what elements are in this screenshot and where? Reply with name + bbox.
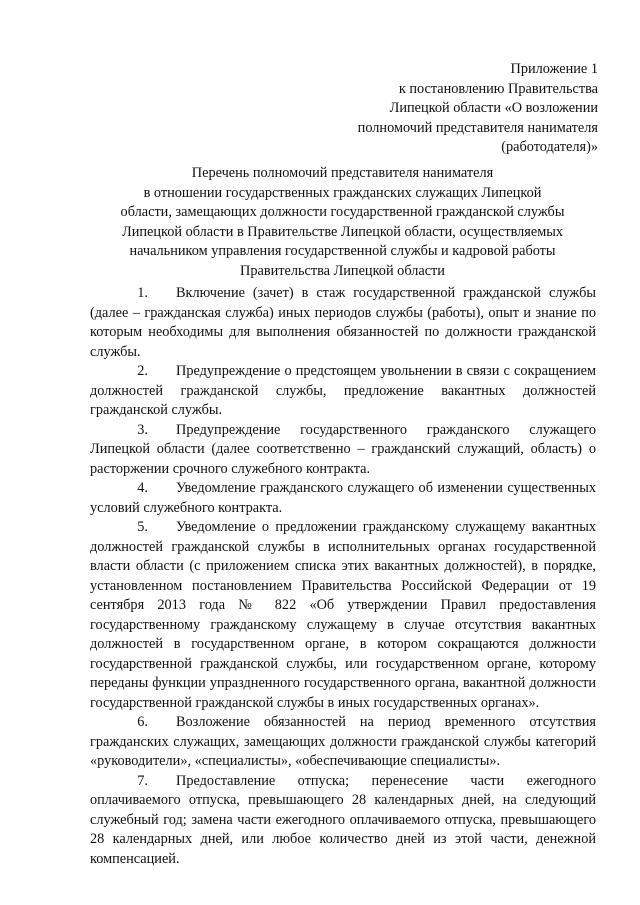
item-text: Предупреждение о предстоящем увольнении в связи с сокращением должностей гражданской службы, предложение вакантных должностей гражданской службы. — [90, 363, 596, 418]
document-title — [90, 164, 595, 281]
item-number: 3. — [137, 421, 148, 438]
item-text: Включение (зачет) в стаж государственной гражданской службы (далее – гражданская служба) иных периодов службы (работы), опыт и знание по которым необходимы для выполнения обязанностей по должности гражданской службы. — [90, 285, 596, 360]
item-number: 1. — [137, 285, 148, 301]
list-item — [90, 421, 596, 480]
list-item — [90, 479, 596, 518]
title-line: в отношении государственных гражданских служащих Липецкой — [143, 184, 542, 201]
list-item — [90, 772, 596, 870]
appendix-line: Приложение 1 — [510, 61, 598, 77]
powers-list — [90, 284, 596, 869]
list-item — [90, 284, 596, 362]
appendix-line: полномочий представителя нанимателя — [357, 119, 598, 136]
item-number: 7. — [137, 772, 148, 789]
item-text: Предоставление отпуска; перенесение части ежегодного оплачиваемого отпуска, превышающего 28 календарных дней, на следующий служебный год; замена части ежегодного оплачиваемого отпуска, превышающего 28 календарных дней, или любое количество дней из этой части, денежной компенсацией. — [90, 772, 596, 867]
list-item — [90, 713, 596, 772]
item-number: 5. — [137, 519, 148, 535]
item-number: 2. — [137, 363, 148, 379]
list-item — [90, 518, 596, 713]
item-text: Предупреждение государственного гражданского служащего Липецкой области (далее соответственно – гражданский служащий, область) о расторжении срочного служебного контракта. — [90, 421, 596, 477]
title-line: Перечень полномочий представителя нанимателя — [191, 165, 494, 181]
item-text: Уведомление о предложении гражданскому служащему вакантных должностей гражданской службы в исполнительных органах государственной власти области (с приложением списка этих вакантных должностей), в порядке, установленном постановлением Правительства Российской Федерации от 19 сентября 2013 года № 822 «Об утверждении Правил предоставления государственному гражданскому служащему в случае отсутствия вакантных должностей в государственном органе, в котором сокращаются должности государственной гражданской службы, или государственном органе, которому переданы функции упраздненного государственного органа, вакантной должности государственной гражданской службы в иных государственных органах». — [90, 519, 596, 711]
appendix-line: к постановлению Правительства — [398, 80, 598, 97]
appendix-line: (работодателя)» — [501, 139, 598, 155]
title-line: начальником управления государственной службы и кадровой работы — [129, 243, 556, 259]
list-item — [90, 362, 596, 421]
title-line: области, замещающих должности государственной гражданской службы — [120, 204, 565, 220]
title-line: Липецкой области в Правительстве Липецкой области, осуществляемых — [122, 223, 563, 240]
item-number: 6. — [137, 714, 148, 730]
item-text: Уведомление гражданского служащего об изменении существенных условий служебного контракта. — [90, 480, 596, 516]
appendix-header — [358, 60, 598, 158]
item-number: 4. — [137, 480, 148, 496]
appendix-line: Липецкой области «О возложении — [389, 100, 598, 116]
item-text: Возложение обязанностей на период временного отсутствия гражданских служащих, замещающих должности гражданской службы категорий «руководители», «специалисты», «обеспечивающие специалисты». — [90, 714, 596, 769]
title-line: Правительства Липецкой области — [240, 262, 445, 279]
